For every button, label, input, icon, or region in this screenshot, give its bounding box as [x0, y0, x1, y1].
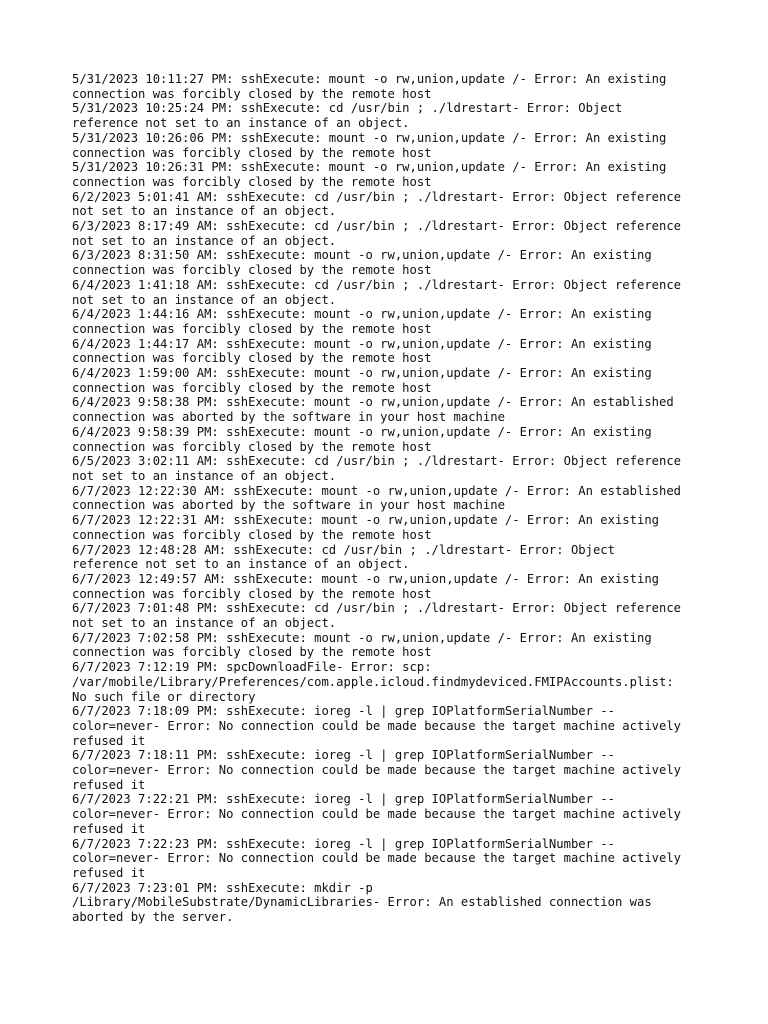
log-line: refused it	[72, 821, 146, 836]
log-line: connection was forcibly closed by the remote host	[72, 263, 432, 278]
log-line: color=never- Error: No connection could be made because the target machine actively	[72, 851, 682, 866]
log-line: 6/3/2023 8:17:49 AM: sshExecute: cd /usr/bin ; ./ldrestart- Error: Object reference	[72, 219, 682, 234]
log-line: aborted by the server.	[72, 910, 234, 925]
log-line: 6/4/2023 1:41:18 AM: sshExecute: cd /usr/bin ; ./ldrestart- Error: Object reference	[72, 277, 682, 292]
log-line: connection was forcibly closed by the remote host	[72, 86, 432, 101]
log-line: 5/31/2023 10:11:27 PM: sshExecute: mount -o rw,union,update /- Error: An existing	[72, 72, 667, 86]
log-line: 6/7/2023 7:01:48 PM: sshExecute: cd /usr/bin ; ./ldrestart- Error: Object reference	[72, 601, 682, 616]
log-line: connection was forcibly closed by the remote host	[72, 645, 432, 660]
log-line: color=never- Error: No connection could be made because the target machine actively	[72, 718, 682, 733]
log-line: connection was forcibly closed by the remote host	[72, 351, 432, 366]
log-line: 5/31/2023 10:26:31 PM: sshExecute: mount -o rw,union,update /- Error: An existing	[72, 160, 667, 175]
log-line: No such file or directory	[72, 689, 256, 704]
log-line: connection was aborted by the software in your host machine	[72, 498, 505, 513]
log-line: /Library/MobileSubstrate/DynamicLibraries- Error: An established connection was	[72, 895, 652, 910]
log-line: 6/7/2023 7:22:23 PM: sshExecute: ioreg -l | grep IOPlatformSerialNumber --	[72, 836, 615, 851]
log-line: connection was forcibly closed by the remote host	[72, 174, 432, 189]
log-line: 6/7/2023 12:49:57 AM: sshExecute: mount -o rw,union,update /- Error: An existing	[72, 571, 659, 586]
log-line: 6/4/2023 9:58:38 PM: sshExecute: mount -o rw,union,update /- Error: An established	[72, 395, 674, 410]
log-line: 6/5/2023 3:02:11 AM: sshExecute: cd /usr/bin ; ./ldrestart- Error: Object reference	[72, 454, 682, 469]
log-document	[72, 72, 712, 925]
log-line: 6/2/2023 5:01:41 AM: sshExecute: cd /usr/bin ; ./ldrestart- Error: Object reference	[72, 189, 682, 204]
log-line: refused it	[72, 865, 146, 880]
log-line: color=never- Error: No connection could be made because the target machine actively	[72, 807, 682, 822]
log-line: connection was forcibly closed by the remote host	[72, 527, 432, 542]
log-line: connection was forcibly closed by the remote host	[72, 321, 432, 336]
log-line: reference not set to an instance of an object.	[72, 557, 410, 572]
log-line: 6/4/2023 9:58:39 PM: sshExecute: mount -o rw,union,update /- Error: An existing	[72, 424, 652, 439]
log-line: reference not set to an instance of an object.	[72, 116, 410, 131]
log-line: 6/7/2023 7:18:11 PM: sshExecute: ioreg -l | grep IOPlatformSerialNumber --	[72, 748, 615, 763]
log-line: 6/7/2023 7:02:58 PM: sshExecute: mount -o rw,union,update /- Error: An existing	[72, 630, 652, 645]
log-line: connection was forcibly closed by the remote host	[72, 380, 432, 395]
log-line: not set to an instance of an object.	[72, 233, 337, 248]
log-line: not set to an instance of an object.	[72, 616, 337, 631]
log-line: connection was forcibly closed by the remote host	[72, 145, 432, 160]
log-line: 6/7/2023 7:22:21 PM: sshExecute: ioreg -l | grep IOPlatformSerialNumber --	[72, 792, 615, 807]
log-line: 6/4/2023 1:44:16 AM: sshExecute: mount -o rw,union,update /- Error: An existing	[72, 307, 652, 322]
log-line: 6/7/2023 7:12:19 PM: spcDownloadFile- Error: scp:	[72, 660, 432, 675]
log-line: 6/7/2023 7:18:09 PM: sshExecute: ioreg -l | grep IOPlatformSerialNumber --	[72, 704, 615, 719]
log-line: refused it	[72, 777, 146, 792]
log-line: refused it	[72, 733, 146, 748]
log-line: color=never- Error: No connection could be made because the target machine actively	[72, 763, 682, 778]
log-line: 6/7/2023 12:48:28 AM: sshExecute: cd /usr/bin ; ./ldrestart- Error: Object	[72, 542, 615, 557]
log-line: 6/4/2023 1:44:17 AM: sshExecute: mount -o rw,union,update /- Error: An existing	[72, 336, 652, 351]
log-line: not set to an instance of an object.	[72, 468, 337, 483]
log-line: not set to an instance of an object.	[72, 292, 337, 307]
log-line: 6/7/2023 12:22:30 AM: sshExecute: mount -o rw,union,update /- Error: An established	[72, 483, 682, 498]
log-line: 6/4/2023 1:59:00 AM: sshExecute: mount -o rw,union,update /- Error: An existing	[72, 366, 652, 381]
log-line: connection was forcibly closed by the remote host	[72, 586, 432, 601]
log-line: 5/31/2023 10:25:24 PM: sshExecute: cd /usr/bin ; ./ldrestart- Error: Object	[72, 101, 623, 116]
log-line: connection was forcibly closed by the remote host	[72, 439, 432, 454]
log-line: 5/31/2023 10:26:06 PM: sshExecute: mount -o rw,union,update /- Error: An existing	[72, 130, 667, 145]
log-line: connection was aborted by the software in your host machine	[72, 410, 505, 425]
log-line: 6/7/2023 12:22:31 AM: sshExecute: mount -o rw,union,update /- Error: An existing	[72, 513, 659, 528]
log-line: /var/mobile/Library/Preferences/com.apple.icloud.findmydeviced.FMIPAccounts.plist:	[72, 674, 674, 689]
log-line: 6/3/2023 8:31:50 AM: sshExecute: mount -o rw,union,update /- Error: An existing	[72, 248, 652, 263]
log-line: not set to an instance of an object.	[72, 204, 337, 219]
log-line: 6/7/2023 7:23:01 PM: sshExecute: mkdir -p	[72, 880, 373, 895]
